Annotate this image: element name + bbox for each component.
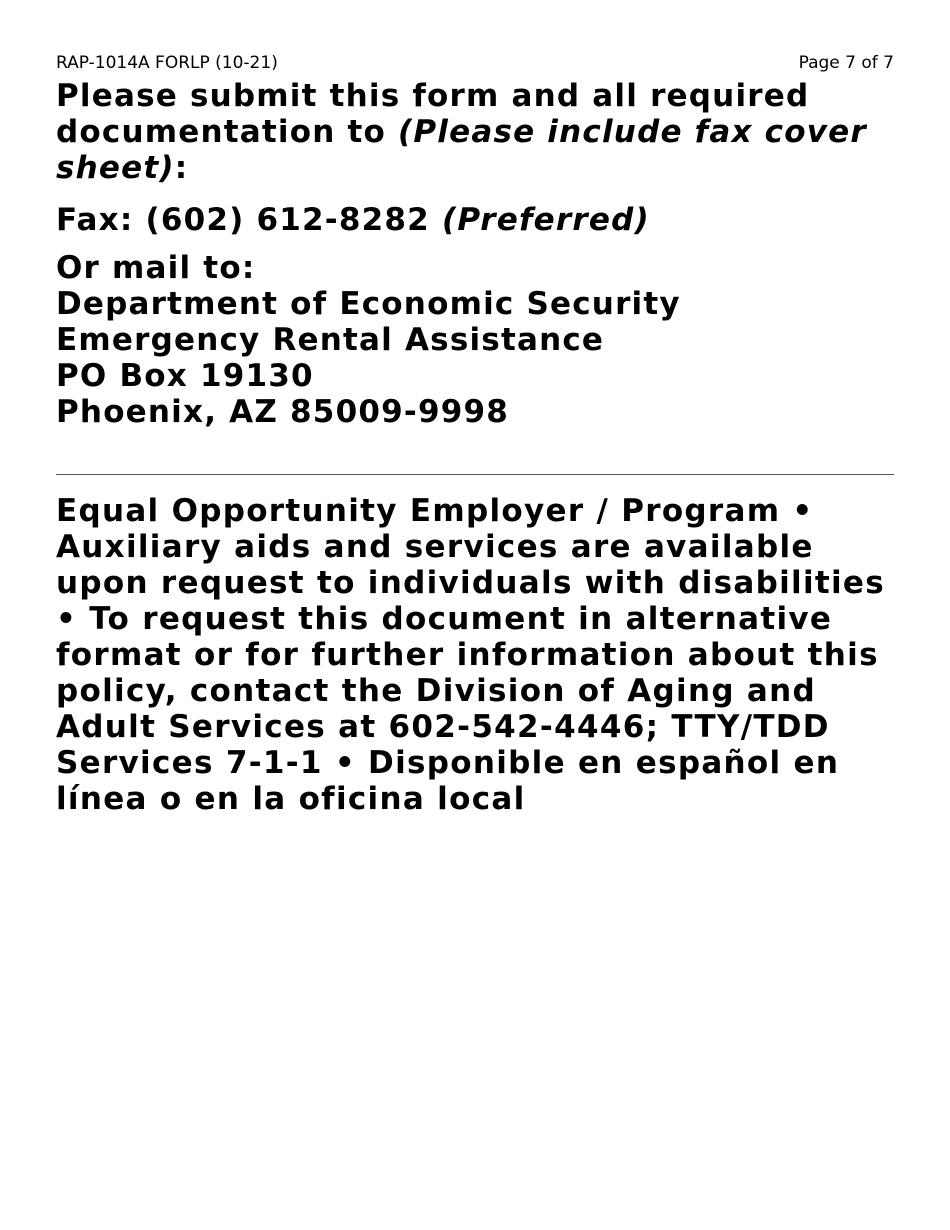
mail-line-program: Emergency Rental Assistance [56, 322, 605, 358]
page-number: Page 7 of 7 [798, 53, 894, 73]
instructions-suffix: : [174, 150, 189, 186]
mail-line-department: Department of Economic Security [56, 286, 681, 322]
mailing-address-block [56, 250, 894, 430]
mail-line-po-box: PO Box 19130 [56, 358, 314, 394]
submission-instructions [56, 78, 894, 186]
eoe-statement: Equal Opportunity Employer / Program • Auxiliary aids and services are available upon request to individuals with disabilities • To request this document in alternative format or for further information about this policy, contact the Division of Aging and Adult Services at 602-542-4446; TTY/TDD Services 7-1-1 • Disponible en español en línea o en la oficina local [56, 493, 886, 817]
fax-number: Fax: (602) 612-8282 [56, 202, 442, 238]
page-header [56, 0, 894, 74]
fax-preferred-note: (Preferred) [441, 202, 650, 238]
instructions-text: Please submit this form and all required documentation to [56, 78, 810, 150]
mail-heading: Or mail to: [56, 250, 256, 286]
form-id: RAP-1014A FORLP (10-21) [56, 53, 278, 73]
section-divider [56, 474, 894, 475]
mail-line-city-state-zip: Phoenix, AZ 85009-9998 [56, 394, 510, 430]
instructions-italic-note: (Please include fax cover sheet) [56, 114, 867, 186]
fax-line [56, 202, 894, 238]
